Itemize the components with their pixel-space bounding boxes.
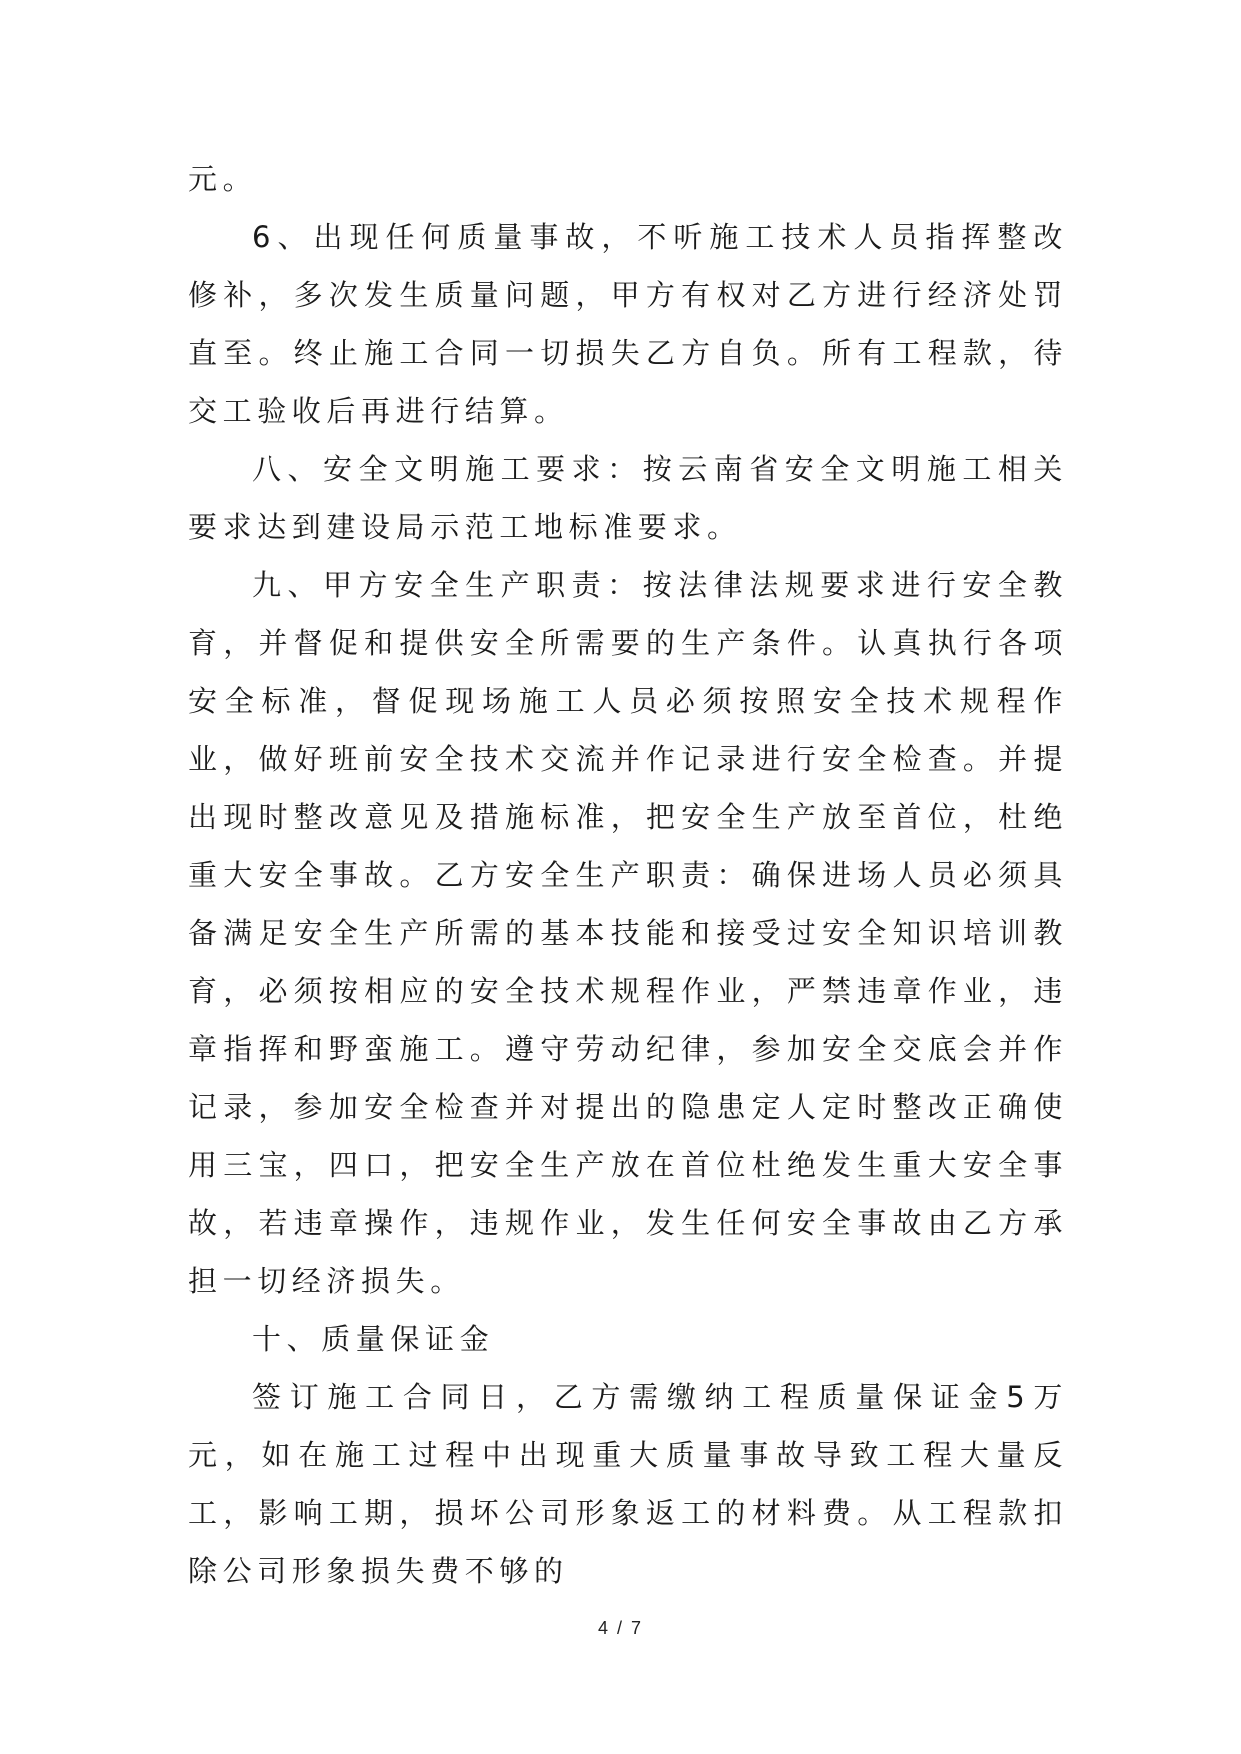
paragraph-section-8: 八、安全文明施工要求：按云南省安全文明施工相关要求达到建设局示范工地标准要求。 — [188, 452, 1068, 544]
paragraph-section-10-body: 签订施工合同日，乙方需缴纳工程质量保证金5万元，如在施工过程中出现重大质量事故导致工程大量反工，影响工期，损坏公司形象返工的材料费。从工程款扣除公司形象损失费不够的 — [188, 1380, 1068, 1588]
paragraph-section-9: 九、甲方安全生产职责：按法律法规要求进行安全教育，并督促和提供安全所需要的生产条件。认真执行各项安全标准，督促现场施工人员必须按照安全技术规程作业，做好班前安全技术交流并作记录进行安全检查。并提出现时整改意见及措施标准，把安全生产放至首位，杜绝重大安全事故。乙方安全生产职责：确保进场人员必须具备满足安全生产所需的基本技能和接受过安全知识培训教育，必须按相应的安全技术规程作业，严禁违章作业，违章指挥和野蛮施工。遵守劳动纪律，参加安全交底会并作记录，参加安全检查并对提出的隐患定人定时整改正确使用三宝，四口，把安全生产放在首位杜绝发生重大安全事故，若违章操作，违规作业，发生任何安全事故由乙方承担一切经济损失。 — [188, 568, 1068, 1298]
paragraph-continuation: 元。 — [188, 162, 258, 196]
paragraph-section-10-heading: 十、质量保证金 — [252, 1322, 495, 1356]
paragraph-item-6: 6、出现任何质量事故，不听施工技术人员指挥整改修补，多次发生质量问题，甲方有权对乙方进行经济处罚直至。终止施工合同一切损失乙方自负。所有工程款，待交工验收后再进行结算。 — [188, 220, 1068, 428]
document-body — [188, 150, 1068, 1600]
page-number: 4 / 7 — [597, 1618, 644, 1638]
